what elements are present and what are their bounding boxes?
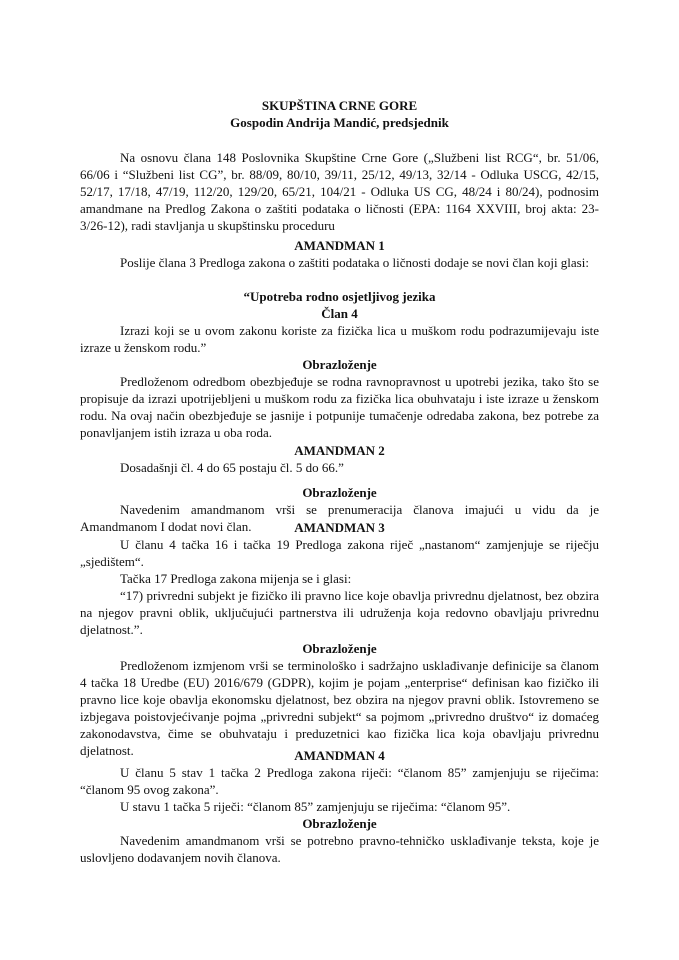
amendment-3-text-1: U članu 4 tačka 16 i tačka 19 Predloga zakona riječ „nastanom“ zamjenjuje se riječju „sjedištem“.	[80, 537, 599, 569]
amendment-4-explanation-text: Navedenim amandmanom vrši se potrebno pravno-tehničko usklađivanje teksta, koje je uslovljeno dodavanjem novih članova.	[80, 833, 599, 865]
amendment-1-title: AMANDMAN 1	[294, 238, 385, 253]
addressee-header	[0, 97, 679, 131]
addressee-name: Gospodin Andrija Mandić, predsjednik	[230, 115, 449, 130]
amendment-4-explanation-title: Obrazloženje	[302, 816, 377, 831]
amendment-3-text-2: Tačka 17 Predloga zakona mijenja se i glasi:	[120, 571, 352, 586]
amendment-1-explanation-text: Predloženom odredbom obezbjeđuje se rodna ravnopravnost u upotrebi jezika, tako što se propisuje da izrazi upotrijebljeni u muškom rodu za fizička lica obuhvataju i iste izraze u ženskom rodu. Na ovaj način obezbjeđuje se jasnije i potpunije tumačenje odredaba zakona, bez potrebe za ponavljanjem istih izraza u oba roda.	[80, 374, 599, 440]
amendment-3-explanation-text: Predloženom izmjenom vrši se terminološko i sadržajno usklađivanje definicije sa članom 4 tačka 18 Uredbe (EU) 2016/679 (GDPR), kojim je pojam „enterprise“ definisan kao fizičko ili pravno lice koje obavlja ekonomsku djelatnost, bez obzira na njegov pravni oblik. Istovremeno se izbjegava poistovjećivanje pojma „privredni subjekt“ sa pojmom „privredno društvo“ iz domaćeg zakonodavstva, čime se obuhvataju i preduzetnici kao fizička lica koja obavljaju privrednu djelatnost.	[80, 658, 599, 758]
parliament-title: SKUPŠTINA CRNE GORE	[261, 98, 418, 113]
amendment-3-title: AMANDMAN 3	[294, 520, 385, 535]
amendment-4-text-2: U stavu 1 tačka 5 riječi: “članom 85” zamjenjuju se riječima: “članom 95”.	[120, 799, 511, 814]
intro-paragraph: Na osnovu člana 148 Poslovnika Skupštine Crne Gore („Službeni list RCG“, br. 51/06, 66/06 i “Službeni list CG”, br. 88/09, 80/10, 39/11, 25/12, 49/13, 32/14 - Odluka USCG, 42/15, 52/17, 17/18, 47/19, 112/20, 129/20, 65/21, 104/21 - Odluka US CG, 48/24 i 80/24), podnosim amandmane na Predlog Zakona o zaštiti podataka o ličnosti (EPA: 1164 XXVIII, broj akta: 23-3/26-12), radi stavljanja u skupštinsku proceduru	[80, 150, 599, 233]
amendment-3-explanation-title: Obrazloženje	[302, 641, 377, 656]
amendment-4-text-1: U članu 5 stav 1 tačka 2 Predloga zakona riječi: “članom 85” zamjenjuju se riječima: “članom 95 ovog zakona”.	[80, 765, 599, 797]
amendment-2-text: Dosadašnji čl. 4 do 65 postaju čl. 5 do 66.”	[120, 460, 344, 475]
amendment-4-title: AMANDMAN 4	[294, 748, 385, 763]
amendment-1-quote-title: “Upotreba rodno osjetljivog jezika	[243, 289, 436, 304]
amendment-1-explanation-title: Obrazloženje	[302, 357, 377, 372]
amendment-1-text: Poslije člana 3 Predloga zakona o zaštiti podataka o ličnosti dodaje se novi član koji glasi:	[120, 255, 589, 270]
amendment-3-text-3: “17) privredni subjekt je fizičko ili pravno lice koje obavlja privrednu djelatnost, bez obzira na njegov pravni oblik, uključujući partnerstva ili udruženja koja redovno obavljaju privrednu djelatnost.”.	[80, 588, 599, 637]
amendment-1-article: Član 4	[321, 306, 358, 321]
amendment-2-explanation-title: Obrazloženje	[302, 485, 377, 500]
amendment-2-explanation-text: Navedenim amandmanom vrši se prenumeracija članova imajući u vidu da je Amandmanom I dodat novi član.	[80, 502, 599, 534]
amendment-2-title: AMANDMAN 2	[294, 443, 385, 458]
amendment-1-article-text: Izrazi koji se u ovom zakonu koriste za fizička lica u muškom rodu podrazumijevaju iste izraze u ženskom rodu.”	[80, 323, 599, 355]
